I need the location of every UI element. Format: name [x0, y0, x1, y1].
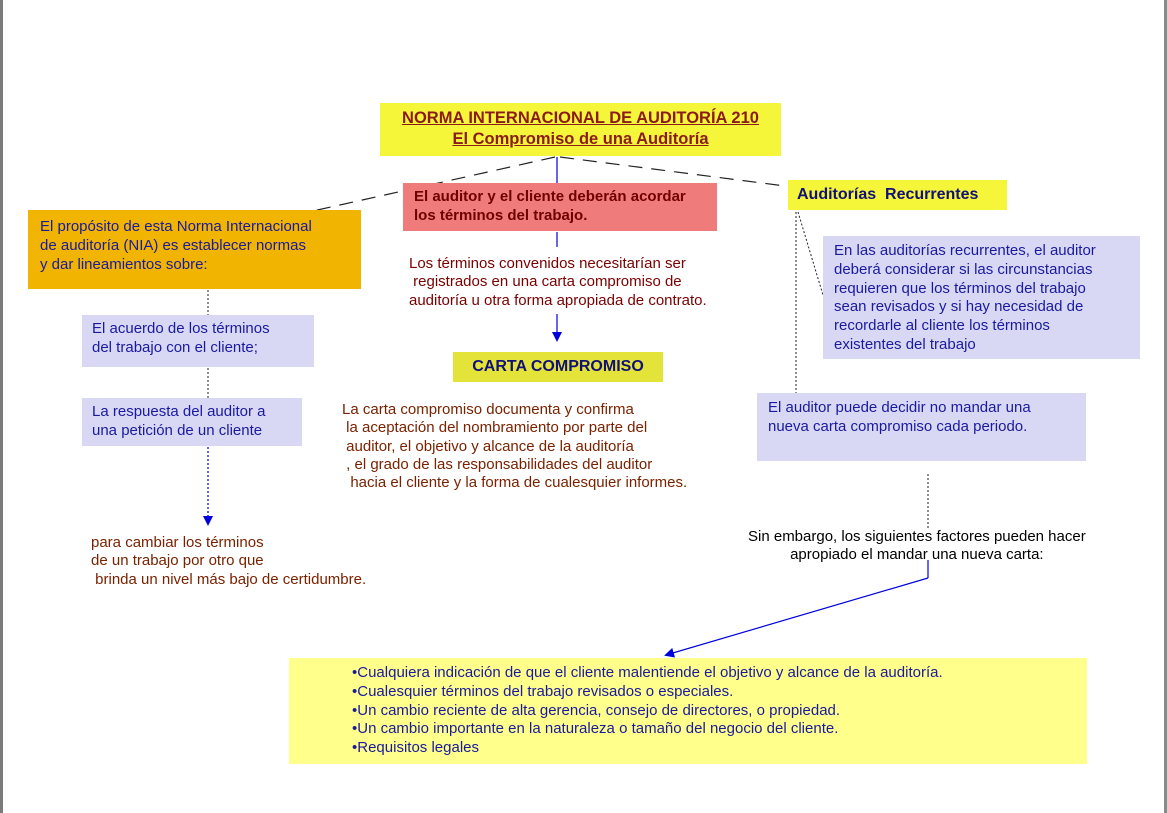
- agreed-terms-line-1: Los términos convenidos necesitarían ser: [409, 255, 686, 272]
- engagement-letter-label: [453, 352, 663, 382]
- recurrent-audits-box: [823, 236, 1140, 359]
- engagement-letter-line-3: auditor, el objetivo y alcance de la auditoría: [342, 437, 634, 455]
- engagement-letter-line-4: , el grado de las responsabilidades del auditor: [342, 455, 653, 473]
- agreement-terms-box: [82, 315, 314, 367]
- agreed-terms-line-2: registrados en una carta compromiso de: [409, 273, 682, 291]
- factor-item-3: •Un cambio reciente de alta gerencia, consejo de directores, o propiedad.: [352, 701, 841, 719]
- however-line-1: Sin embargo, los siguientes factores pueden hacer: [748, 528, 1086, 545]
- purpose-line-3: y dar lineamientos sobre:: [40, 255, 208, 273]
- change-line-3: brinda un nivel más bajo de certidumbre.: [91, 570, 367, 588]
- engagement-letter-text: [342, 401, 687, 492]
- engagement-letter-line-1: La carta compromiso documenta y confirma: [342, 401, 634, 418]
- recurrent-audits-label: [788, 180, 1007, 210]
- factor-item-5: •Requisitos legales: [352, 739, 479, 756]
- agreed-terms-text: [409, 255, 707, 310]
- recurrent-line-2: deberá considerar si las circunstancias: [834, 260, 1093, 278]
- factors-box: [289, 658, 1087, 764]
- purpose-box: [28, 210, 361, 289]
- engagement-letter-line-5: hacia el cliente y la forma de cualesquier informes.: [342, 474, 688, 492]
- factor-item-1: •Cualquiera indicación de que el cliente malentiende el objetivo y alcance de la auditoría.: [352, 664, 943, 681]
- recurrent-line-4: sean revisados y si hay necesidad de: [834, 298, 1084, 316]
- however-line-2: apropiado el mandar una nueva carta:: [790, 546, 1044, 564]
- engagement-letter-title: CARTA COMPROMISO: [472, 358, 644, 375]
- dot-recurrent-to-text: [798, 212, 823, 295]
- response-box: [82, 398, 302, 446]
- response-line-1: La respuesta del auditor a: [92, 403, 266, 420]
- factor-item-2: •Cualesquier términos del trabajo revisados o especiales.: [352, 682, 734, 700]
- agreement-line-2: los términos del trabajo.: [414, 206, 588, 224]
- recurrent-line-5: recordarle al cliente los términos: [834, 317, 1050, 334]
- decide-line-2: nueva carta compromiso cada periodo.: [768, 417, 1028, 435]
- agreement-terms-line-2: del trabajo con el cliente;: [92, 338, 258, 356]
- purpose-line-2: de auditoría (NIA) es establecer normas: [40, 236, 306, 254]
- agreement-line-1: El auditor y el cliente deberán acordar: [414, 188, 686, 205]
- however-text: [748, 528, 1086, 565]
- arrow-to-factors: [666, 578, 928, 655]
- factor-item-4: •Un cambio importante en la naturaleza o tamaño del negocio del cliente.: [352, 720, 839, 738]
- recurrent-audits-title: Auditorías Recurrentes: [797, 186, 979, 203]
- recurrent-line-6: existentes del trabajo: [834, 335, 976, 353]
- title-line-1: NORMA INTERNACIONAL DE AUDITORÍA 210: [402, 109, 759, 127]
- title-box: [380, 103, 781, 156]
- recurrent-line-3: requieren que los términos del trabajo: [834, 279, 1086, 297]
- engagement-letter-line-2: la aceptación del nombramiento por parte del: [342, 419, 648, 437]
- recurrent-line-1: En las auditorías recurrentes, el auditor: [834, 242, 1096, 259]
- change-terms-text: [91, 534, 366, 589]
- decide-box: [757, 393, 1086, 461]
- change-line-2: de un trabajo por otro que: [91, 552, 264, 570]
- response-line-2: una petición de un cliente: [92, 421, 263, 439]
- agreement-terms-line-1: El acuerdo de los términos: [92, 320, 270, 337]
- title-line-2: El Compromiso de una Auditoría: [452, 129, 709, 148]
- purpose-line-1: El propósito de esta Norma Internacional: [40, 218, 312, 235]
- agreement-box: [403, 183, 717, 231]
- change-line-1: para cambiar los términos: [91, 534, 264, 551]
- dash-title-to-recurrent: [560, 157, 785, 186]
- agreed-terms-line-3: auditoría u otra forma apropiada de contrato.: [409, 291, 707, 309]
- decide-line-1: El auditor puede decidir no mandar una: [768, 399, 1031, 416]
